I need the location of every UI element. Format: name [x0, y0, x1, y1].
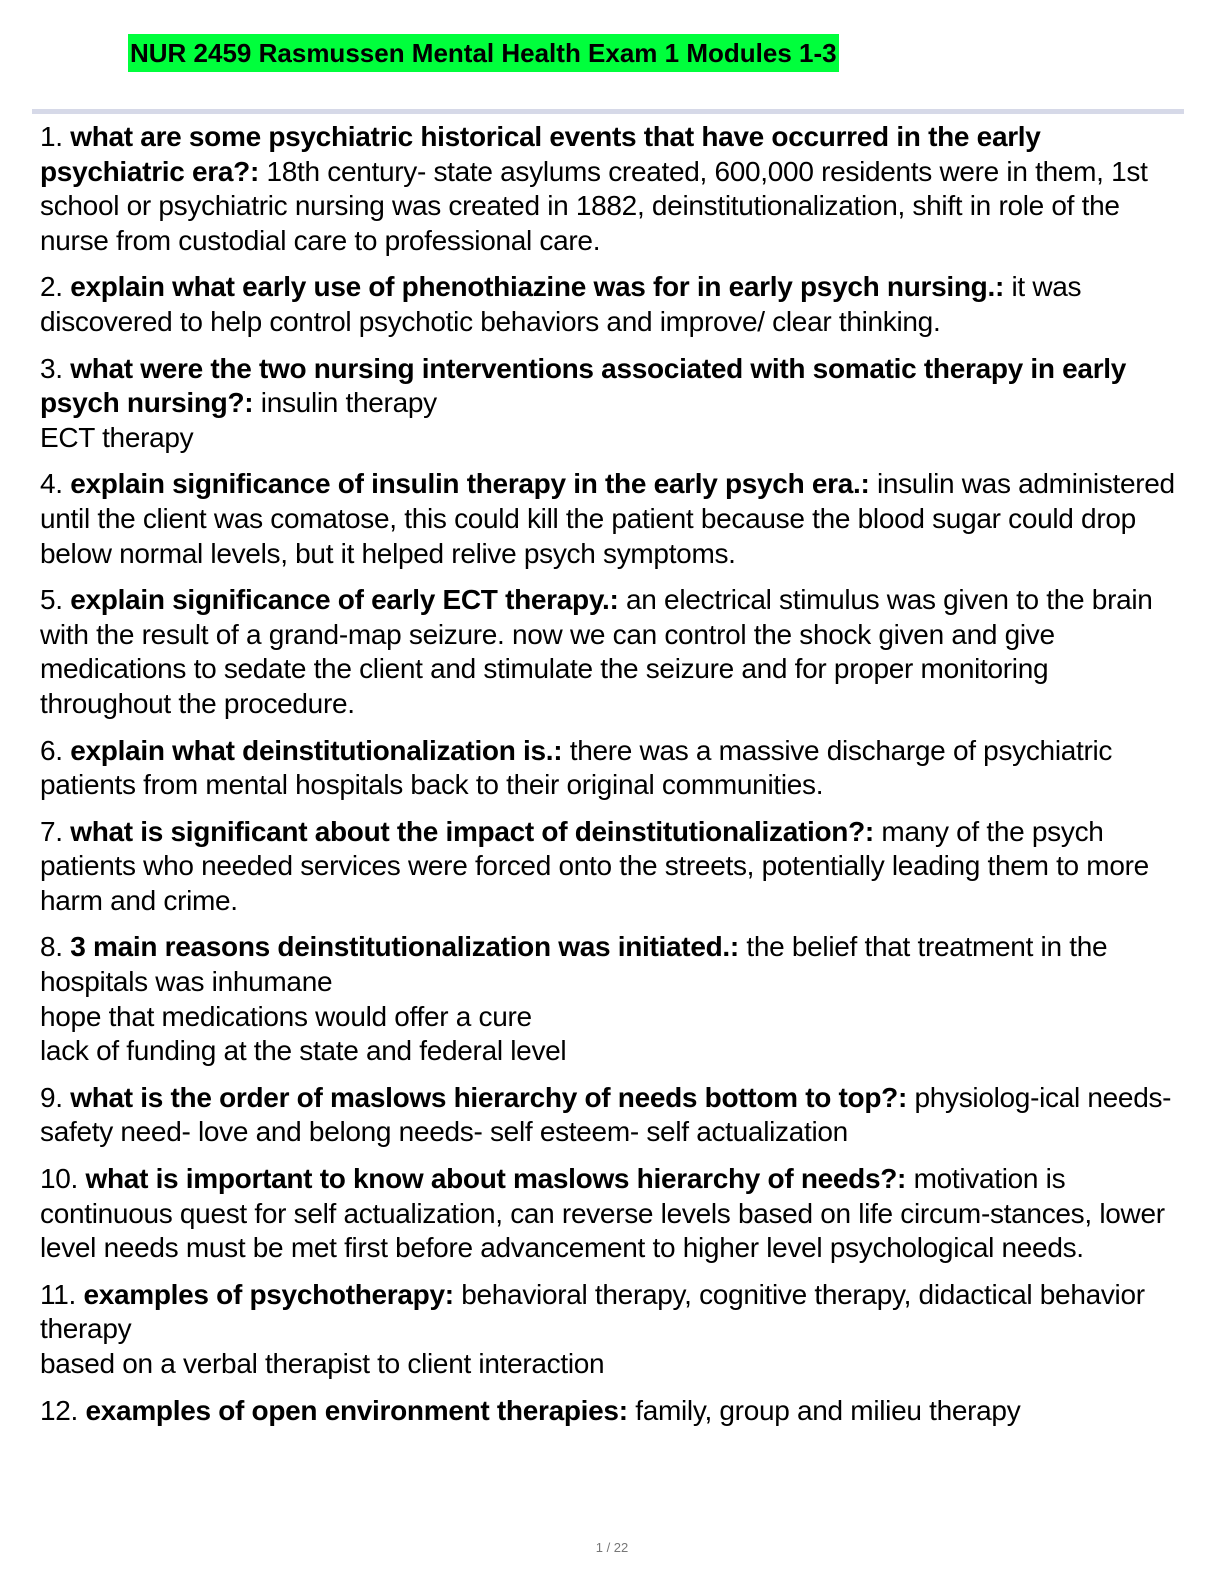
question-text: what is important to know about maslows hierarchy of needs?: [85, 1163, 907, 1195]
answer-text: many of the psych patients who needed services were forced onto the streets, potentially leading them to more harm and crime. [40, 815, 1149, 916]
answer-text: insulin was administered until the client was comatose, this could kill the patient because the blood sugar could drop below normal levels, but it helped relive psych symptoms. [40, 468, 1175, 569]
question-text: what are some psychiatric historical events that have occurred in the early psychiatric era?: [40, 121, 1041, 187]
qa-item [40, 270, 1175, 339]
qa-item [40, 120, 1175, 258]
question-text: explain significance of insulin therapy in the early psych era.: [70, 468, 870, 500]
qa-item [40, 734, 1175, 803]
page-indicator: 1 / 22 [595, 1540, 629, 1555]
question-text: examples of open environment therapies: [85, 1394, 628, 1426]
question-text: explain significance of early ECT therapy.: [70, 584, 619, 616]
answer-text: behavioral therapy, cognitive therapy, didactical behavior therapy [40, 1278, 1145, 1345]
qa-item [40, 930, 1175, 1068]
question-text: what were the two nursing interventions associated with somatic therapy in early psych nursing?: [40, 352, 1127, 419]
answer-text: insulin therapy [253, 387, 437, 419]
item-number: 9. [40, 1081, 71, 1113]
answer-text: motivation is continuous quest for self actualization, can reverse levels based on life circum-stances, lower level needs must be met first before advancement to higher level psychological needs. [40, 1163, 1165, 1264]
item-number: 6. [40, 734, 71, 766]
answer-line: lack of funding at the state and federal level [40, 1035, 567, 1067]
question-text: explain what early use of phenothiazine was for in early psych nursing.: [70, 271, 1004, 303]
answer-text: physiolog-ical needs-safety need- love and belong needs- self esteem- self actualization [40, 1081, 1172, 1148]
answer-text: it was discovered to help control psychotic behaviors and improve/ clear thinking. [40, 271, 1082, 337]
qa-item [40, 1278, 1175, 1382]
header-divider [32, 109, 1184, 114]
question-text: 3 main reasons deinstitutionalization was initiated.: [70, 931, 739, 963]
question-text: what is the order of maslows hierarchy of needs bottom to top?: [70, 1081, 907, 1113]
item-number: 11. [40, 1278, 84, 1310]
qa-item [40, 1162, 1175, 1266]
item-number: 2. [40, 271, 71, 303]
item-number: 3. [40, 352, 71, 384]
item-number: 5. [40, 584, 71, 616]
qa-item [40, 352, 1175, 456]
question-text: what is significant about the impact of deinstitutionalization?: [70, 815, 874, 847]
question-text: explain what deinstitutionalization is.: [70, 734, 563, 766]
document-title: NUR 2459 Rasmussen Mental Health Exam 1 Modules 1-3 [128, 34, 839, 72]
answer-text: there was a massive discharge of psychiatric patients from mental hospitals back to their original communities. [40, 734, 1113, 801]
answer-text: an electrical stimulus was given to the brain with the result of a grand-map seizure. now we can control the shock given and give medications to sedate the client and stimulate the seizure and for proper monitoring throughout the procedure. [40, 584, 1153, 719]
qa-item [40, 467, 1175, 571]
qa-item [40, 1081, 1175, 1150]
answer-line: based on a verbal therapist to client interaction [40, 1348, 605, 1379]
item-number: 12. [40, 1394, 86, 1426]
item-number: 7. [40, 815, 71, 847]
answer-text: family, group and milieu therapy [627, 1394, 1021, 1426]
question-text: examples of psychotherapy: [83, 1278, 454, 1310]
item-number: 10. [40, 1163, 86, 1195]
qa-item [40, 583, 1175, 721]
item-number: 4. [40, 468, 71, 500]
answer-text: the belief that treatment in the hospitals was inhumane [40, 931, 1108, 998]
qa-item [40, 1394, 1175, 1429]
answer-text: 18th century- state asylums created, 600,000 residents were in them, 1st school or psychiatric nursing was created in 1882, deinstitutionalization, shift in role of the nurse from custodial care to professional care. [40, 155, 1148, 256]
answer-line: ECT therapy [40, 421, 194, 453]
item-number: 8. [40, 931, 71, 963]
answer-line: hope that medications would offer a cure [40, 1000, 532, 1032]
qa-list [40, 120, 1175, 1440]
item-number: 1. [40, 121, 71, 152]
qa-item [40, 815, 1175, 919]
